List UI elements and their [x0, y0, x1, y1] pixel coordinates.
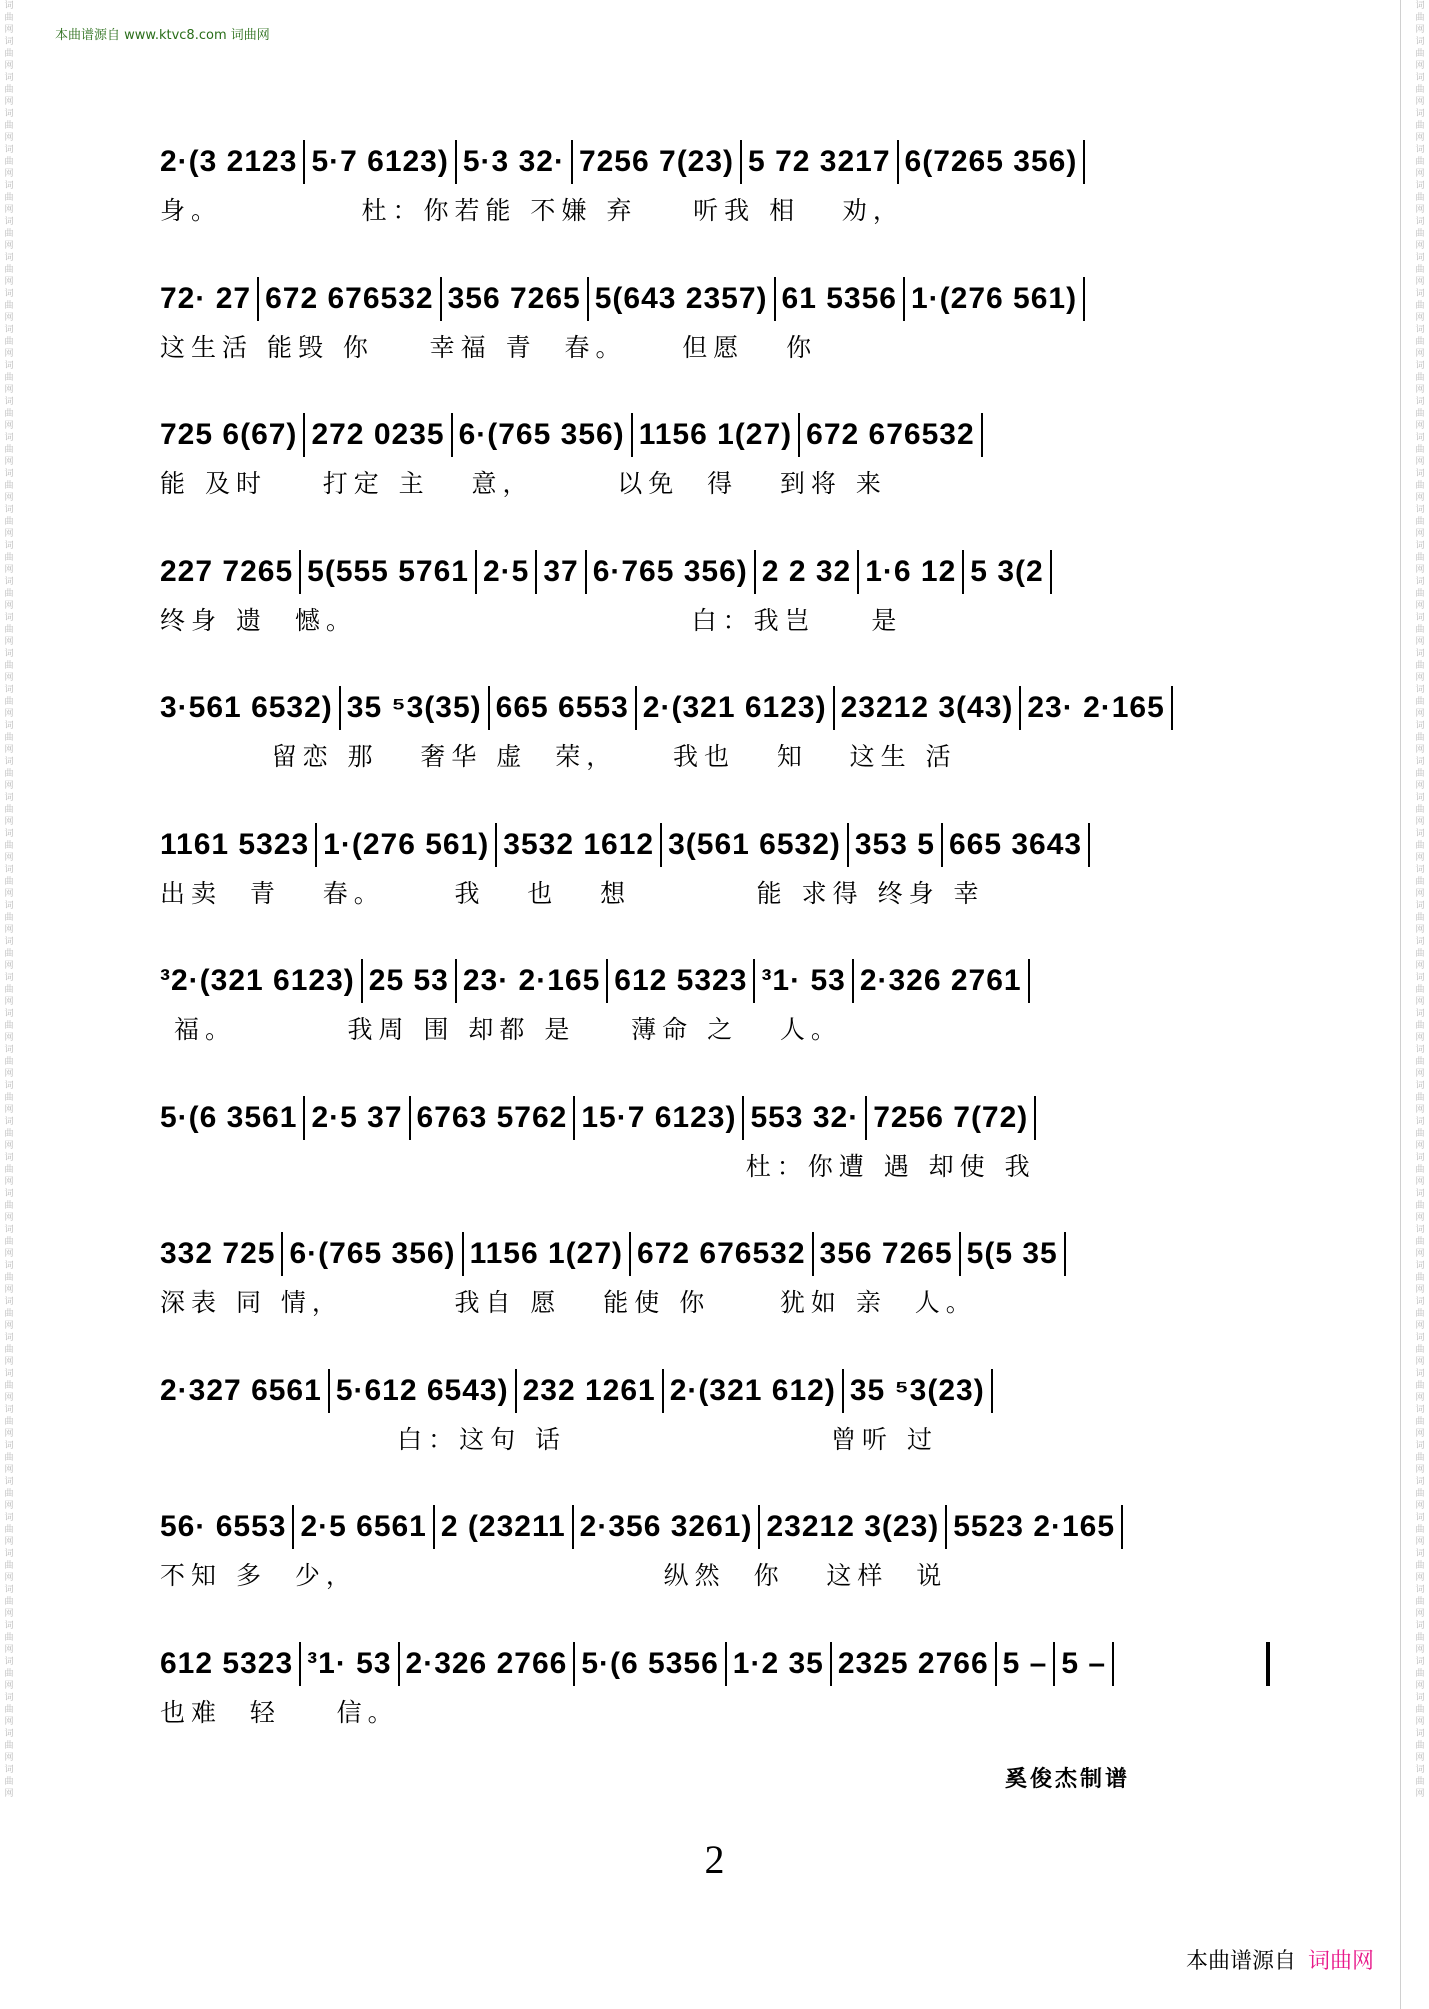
measure: 2·326 2761: [859, 964, 1022, 997]
measure: 272 0235: [311, 418, 445, 451]
barline: [847, 823, 849, 867]
barline: [299, 550, 301, 594]
barline: [1053, 1642, 1055, 1686]
measure: 672 676532: [265, 281, 434, 315]
measure: 672 676532: [637, 1237, 806, 1270]
measure: 6·765 356): [592, 554, 748, 588]
measure: 227 7265: [160, 554, 294, 588]
score-line: [160, 823, 1270, 913]
measure: 332 725: [160, 1237, 276, 1270]
barline: [857, 550, 859, 594]
measure: 5 –: [1061, 1646, 1107, 1680]
footer-brand-link[interactable]: 词曲网: [1307, 1949, 1374, 1974]
measure: ³1· 53: [307, 1646, 392, 1680]
barline: [798, 413, 800, 457]
barline: [398, 1642, 400, 1686]
barline: [462, 1232, 464, 1276]
barline: [315, 823, 317, 867]
notation-row: [160, 413, 1270, 457]
barline: [1064, 1232, 1066, 1276]
score-line: [160, 550, 1270, 640]
measure: 5·7 6123): [311, 145, 449, 178]
measure: 1·6 12: [865, 554, 957, 588]
barline: [991, 1369, 993, 1413]
measure: 72· 27: [160, 281, 252, 315]
barline: [573, 1096, 575, 1140]
measure: 725 6(67): [160, 418, 298, 451]
measure: 37: [543, 554, 579, 588]
barline: [535, 550, 537, 594]
notation-row: [160, 1642, 1270, 1686]
barline: [292, 1505, 294, 1549]
measure: 356 7265: [819, 1237, 953, 1270]
notation-row: [160, 686, 1270, 730]
lyrics-row: 杜：你遭 遇 却使 我: [160, 1151, 1036, 1181]
barline: [303, 1096, 305, 1140]
measure: 1156 1(27): [638, 418, 793, 451]
score-line: [160, 1505, 1270, 1595]
barline: [1083, 277, 1085, 321]
barline: [774, 277, 776, 321]
notation-row: [160, 1232, 1270, 1276]
lyrics-row: 深表 同 情， 我自 愿 能使 你 犹如 亲 人。: [160, 1288, 977, 1317]
barline: [1171, 686, 1173, 730]
measure: ³1· 53: [761, 964, 846, 997]
barline: [660, 823, 662, 867]
measure: 3·561 6532): [160, 691, 333, 724]
measure: 1·2 35: [732, 1646, 824, 1680]
measure: 23212 3(23): [766, 1510, 940, 1543]
lyrics-row: 这生活 能毁 你 幸福 青 春。 但愿 你: [160, 332, 818, 362]
measure: 2·356 3261): [579, 1510, 753, 1543]
measure: 672 676532: [806, 418, 975, 451]
measure: 23212 3(43): [840, 691, 1014, 724]
measure: 5·(6 5356: [581, 1646, 719, 1680]
barline: [662, 1369, 664, 1413]
measure: ³2·(321 6123): [160, 964, 355, 997]
footer-source: [1186, 1944, 1374, 1975]
lyrics-row: 出卖 青 春。 我 也 想 能 求得 终身 幸: [160, 878, 985, 908]
measure: 612 5323: [160, 1646, 294, 1680]
measure: 356 7265: [447, 281, 581, 315]
barline: [725, 1642, 727, 1686]
barline: [812, 1232, 814, 1276]
notation-row: [160, 823, 1270, 867]
lyrics-row: 不知 多 少， 纵然 你 这样 说: [160, 1561, 948, 1590]
notation-row: [160, 277, 1270, 321]
measure: 1·(276 561): [323, 827, 490, 861]
measure: 56· 6553: [160, 1510, 287, 1543]
barline: [573, 1642, 575, 1686]
measure: 2·5 6561: [300, 1510, 427, 1543]
barline: [1050, 550, 1052, 594]
score-line: [160, 140, 1270, 230]
measure: 23· 2·165: [1027, 691, 1165, 724]
measure: 6·(765 356): [289, 1237, 456, 1270]
measure: 2 2 32: [761, 554, 852, 588]
measure: 35 ⁵3(23): [849, 1373, 985, 1407]
barline: [299, 1642, 301, 1686]
side-watermark-left: 词曲网词曲网词曲网词曲网词曲网词曲网词曲网词曲网词曲网词曲网词曲网词曲网词曲网词曲网词曲网词曲网词曲网词曲网词曲网词曲网词曲网词曲网词曲网词曲网词曲网词曲网词曲网词曲网词曲网词曲网词曲网词曲网词曲网词曲网词曲网词曲网词曲网词曲网词曲网词曲网词曲网词曲网词曲网词曲网词曲网词曲网词曲网词曲网词曲网词曲网: [4, 1, 14, 1799]
arranger-credit: 奚俊杰制谱: [1005, 1766, 1131, 1792]
barline: [361, 959, 363, 1003]
notation-row: [160, 140, 1270, 184]
score-line: [160, 1642, 1270, 1732]
notation-row: [160, 1096, 1270, 1140]
barline: [409, 1096, 411, 1140]
lyrics-row: 福。 我周 围 却都 是 薄命 之 人。: [160, 1015, 842, 1044]
barline: [606, 959, 608, 1003]
barline: [945, 1505, 947, 1549]
barline: [571, 140, 573, 184]
barline: [515, 1369, 517, 1413]
measure: 5 –: [1002, 1646, 1048, 1680]
barline: [257, 277, 259, 321]
barline: [742, 1096, 744, 1140]
measure: 5·(6 3561: [160, 1100, 298, 1134]
measure: 2·5: [482, 554, 530, 588]
measure: 3(561 6532): [668, 827, 841, 861]
barline: [631, 413, 633, 457]
final-barline: [1266, 1642, 1270, 1686]
measure: 35 ⁵3(35): [346, 691, 482, 724]
score-line: [160, 959, 1270, 1049]
barline: [962, 550, 964, 594]
measure: 5 3(2: [970, 554, 1044, 588]
measure: 665 3643: [948, 827, 1083, 861]
barline: [488, 686, 490, 730]
measure: 7256 7(72): [873, 1100, 1029, 1134]
barline: [1121, 1505, 1123, 1549]
barline: [865, 1096, 867, 1140]
side-watermark-right: 词曲网词曲网词曲网词曲网词曲网词曲网词曲网词曲网词曲网词曲网词曲网词曲网词曲网词曲网词曲网词曲网词曲网词曲网词曲网词曲网词曲网词曲网词曲网词曲网词曲网词曲网词曲网词曲网词曲网词曲网词曲网词曲网词曲网词曲网词曲网词曲网词曲网词曲网词曲网词曲网词曲网词曲网词曲网词曲网词曲网词曲网词曲网词曲网词曲网词曲网: [1415, 1, 1425, 1799]
measure: 5(555 5761: [307, 554, 469, 588]
barline: [587, 277, 589, 321]
barline: [833, 686, 835, 730]
barline: [754, 550, 756, 594]
header-source-text: 本曲谱源自 www.ktvc8.com 词曲网: [55, 28, 270, 43]
measure: 5·3 32·: [462, 145, 565, 178]
barline: [1088, 823, 1090, 867]
barline: [753, 959, 755, 1003]
barline: [585, 550, 587, 594]
barline: [1034, 1096, 1036, 1140]
measure: 61 5356: [781, 281, 897, 315]
barline: [959, 1232, 961, 1276]
measure: 1161 5323: [160, 827, 310, 861]
barline: [451, 413, 453, 457]
barline: [830, 1642, 832, 1686]
measure: 2325 2766: [837, 1646, 989, 1680]
barline: [842, 1369, 844, 1413]
notation-row: [160, 959, 1270, 1003]
barline: [455, 959, 457, 1003]
lyrics-row: 终身 遗 憾。 白：我岂 是: [160, 605, 903, 635]
measure: 2·(321 6123): [642, 691, 827, 724]
barline: [328, 1369, 330, 1413]
measure: 612 5323: [614, 964, 748, 997]
measure: 2 (23211: [440, 1510, 566, 1543]
measure: 6·(765 356): [458, 418, 625, 451]
barline: [903, 277, 905, 321]
measure: 2·(321 612): [669, 1373, 836, 1407]
measure: 7256 7(23): [578, 145, 735, 178]
barline: [995, 1642, 997, 1686]
barline: [475, 550, 477, 594]
lyrics-row: 身。 杜：你若能 不嫌 弃 听我 相 劝，: [160, 196, 904, 225]
measure: 1156 1(27): [469, 1237, 624, 1270]
score-line: [160, 277, 1270, 367]
barline: [303, 413, 305, 457]
lyrics-row: 也难 轻 信。: [160, 1697, 399, 1727]
measure: 5(643 2357): [594, 281, 768, 315]
barline: [1019, 686, 1021, 730]
barline: [897, 140, 899, 184]
measure: 3532 1612: [503, 827, 655, 861]
measure: 5·612 6543): [335, 1373, 509, 1407]
barline: [981, 413, 983, 457]
barline: [758, 1505, 760, 1549]
barline: [1112, 1642, 1114, 1686]
measure: 2·326 2766: [405, 1646, 568, 1680]
page-number: 2: [704, 1837, 725, 1882]
barline: [635, 686, 637, 730]
lyrics-row: 能 及时 打定 主 意， 以免 得 到将 来: [160, 469, 887, 498]
barline: [440, 277, 442, 321]
lyrics-row: 白：这句 话 曾听 过: [160, 1424, 938, 1454]
barline: [303, 140, 305, 184]
score-line: [160, 686, 1270, 776]
barline: [852, 959, 854, 1003]
score-line: [160, 1096, 1270, 1186]
lyrics-row: 留恋 那 奢华 虚 荣， 我也 知 这生 活: [160, 742, 957, 771]
barline: [572, 1505, 574, 1549]
measure: 6763 5762: [416, 1100, 568, 1134]
barline: [281, 1232, 283, 1276]
measure: 353 5: [854, 827, 935, 861]
footer-prefix: 本曲谱源自: [1185, 1949, 1296, 1974]
barline: [433, 1505, 435, 1549]
score-line: [160, 413, 1270, 503]
barline: [1083, 140, 1085, 184]
measure: 15·7 6123): [581, 1100, 737, 1134]
measure: 25 53: [368, 964, 449, 997]
notation-row: [160, 1505, 1270, 1549]
barline: [740, 140, 742, 184]
score-line: [160, 1369, 1270, 1459]
barline: [941, 823, 943, 867]
barline: [495, 823, 497, 867]
barline: [629, 1232, 631, 1276]
measure: 5(5 35: [966, 1237, 1058, 1270]
score-line: [160, 1232, 1270, 1322]
measure: 5 72 3217: [748, 145, 891, 178]
margin-rule: [1400, 0, 1401, 2009]
notation-row: [160, 550, 1270, 594]
measure: 5523 2·165: [953, 1510, 1116, 1543]
measure: 665 6553: [495, 691, 629, 724]
measure: 1·(276 561): [910, 281, 1078, 315]
measure: 2·(3 2123: [160, 145, 298, 178]
barline: [339, 686, 341, 730]
barline: [1028, 959, 1030, 1003]
measure: 6(7265 356): [904, 145, 1078, 178]
measure: 553 32·: [750, 1100, 860, 1134]
barline: [455, 140, 457, 184]
measure: 232 1261: [522, 1373, 656, 1407]
measure: 2·327 6561: [160, 1373, 322, 1407]
measure: 23· 2·165: [462, 964, 601, 997]
measure: 2·5 37: [311, 1100, 403, 1134]
notation-row: [160, 1369, 1270, 1413]
